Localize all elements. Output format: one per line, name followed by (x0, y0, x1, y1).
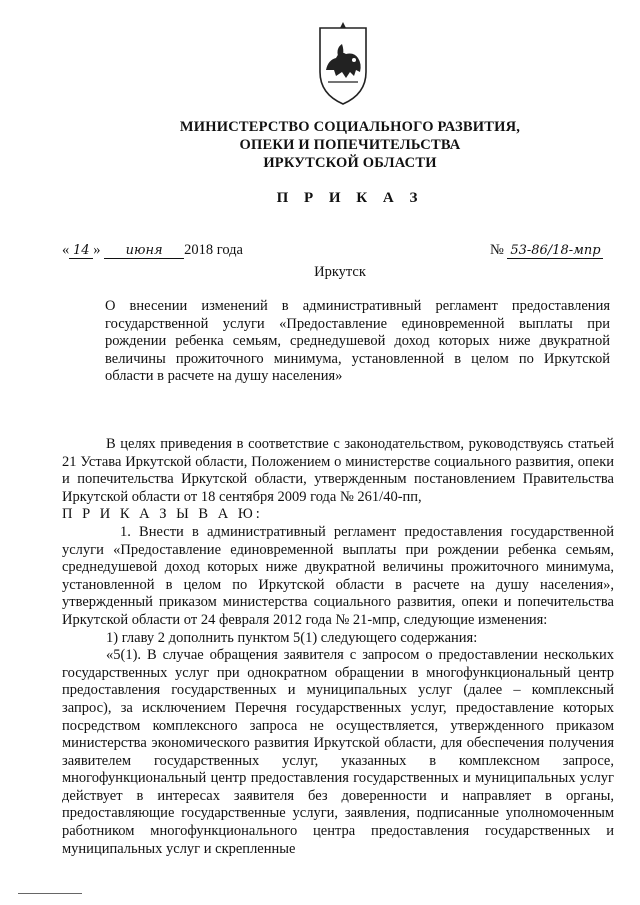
order-word: П Р И К А З Ы В А Ю: (62, 506, 263, 523)
document-type-title: П Р И К А З (276, 190, 424, 206)
ministry-name-line1: МИНИСТЕРСТВО СОЦИАЛЬНОГО РАЗВИТИЯ, (179, 119, 521, 135)
subitem-1-paragraph: 1) главу 2 дополнить пунктом 5(1) следующего содержания: (106, 629, 478, 646)
order-subject: О внесении изменений в административный регламент предоставления государственной услуги «Предоставление единовременной выплаты при рождении ребенка семьям, среднедушевой доход которых ниже двукратной величины прожиточного минимума, установленной в целом по Иркутской области в расчете на душу населения» (105, 298, 610, 385)
quoted-clause-paragraph: «5(1). В случае обращения заявителя с запросом о предоставлении нескольких государственных услуг при однократном обращении в многофункциональный центр предоставления государственных и муниципальных услуг (далее – комплексный запрос), за исключением Перечня государственных услуг, предоставление которых посредством комплексного запроса не осуществляется, утвержденного приказом министерства экономического развития Иркутской области, для обеспечения получения заявителем государственных услуг, указанных в комплексном запросе, многофункциональный центр предоставления государственных и муниципальных услуг действует в интересах заявителя без доверенности и направляет в органы, предоставляющие государственные услуги, заявления, подписанные уполномоченным работником многофункционального центра предоставления государственных и муниципальных услуг и скрепленные (62, 647, 614, 857)
order-body (62, 436, 614, 858)
number-value: 53-86/18-мпр (507, 243, 603, 259)
date-close-quote: » (93, 242, 101, 258)
order-number (490, 242, 603, 259)
date-year: 2018 года (184, 242, 243, 258)
preamble-paragraph: В целях приведения в соответствие с законодательством, руководствуясь статьей 21 Устава Иркутской области, Положением о министерстве социального развития, опеки и попечительства Иркутской области, утвержденным постановлением Правительства Иркутской области от 18 сентября 2009 года № 261/40-пп, (62, 436, 614, 505)
ministry-name-line2: ОПЕКИ И ПОПЕЧИТЕЛЬСТВА (239, 137, 461, 153)
footer-divider (18, 893, 82, 894)
number-label: № (490, 242, 504, 258)
order-date (62, 242, 243, 259)
date-open-quote: « (62, 242, 70, 258)
item-1-paragraph: 1. Внести в административный регламент предоставления государственной услуги «Предоставление единовременной выплаты при рождении ребенка семьям, среднедушевой доход которых ниже двукратной величины прожиточного минимума, установленной в целом по Иркутской области в расчете на душу населения», утвержденный приказом министерства социального развития, опеки и попечительства Иркутской области от 24 февраля 2012 года № 21-мпр, следующие изменения: (62, 523, 614, 628)
city-name: Иркутск (314, 264, 366, 280)
date-day: 14 (69, 243, 93, 259)
date-month: июня (104, 243, 184, 259)
ministry-name-line3: ИРКУТСКОЙ ОБЛАСТИ (263, 155, 437, 171)
coat-of-arms-emblem (316, 20, 370, 108)
